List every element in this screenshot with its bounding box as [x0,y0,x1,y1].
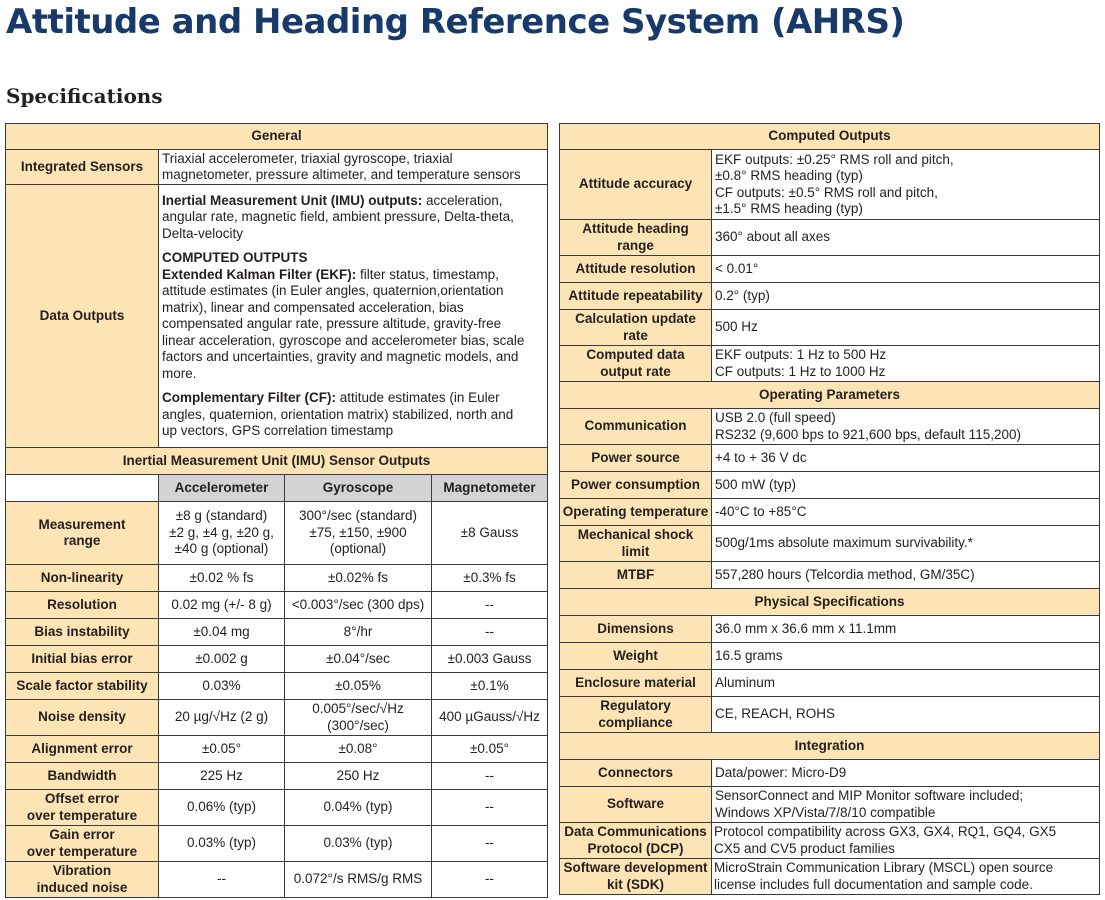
table-row [560,859,1100,895]
magnetometer-value: -- [432,790,548,826]
table-row [560,472,1100,499]
row-value: 500 Hz [712,310,1100,346]
row-label: Gain error over temperature [6,826,159,862]
table-row [6,700,548,736]
gyroscope-value: 300°/sec (standard) ±75, ±150, ±900 (optional) [285,502,432,565]
row-value: 500 mW (typ) [712,472,1100,499]
data-outputs-label: Data Outputs [6,185,159,448]
row-value: 16.5 grams [712,643,1100,670]
table-row [6,565,548,592]
row-value: 0.2° (typ) [712,283,1100,310]
row-label: Software development kit (SDK) [560,859,712,895]
accelerometer-value: 225 Hz [159,763,285,790]
row-label: Resolution [6,592,159,619]
general-header: General [6,124,548,150]
gyroscope-value: ±0.05% [285,673,432,700]
row-label: Bandwidth [6,763,159,790]
computed-outputs-header: Computed Outputs [560,124,1100,150]
imu-outputs-text: acceleration, angular rate, magnetic field, ambient pressure, Delta-theta, Delta-velocity [162,192,514,241]
row-value: 557,280 hours (Telcordia method, GM/35C) [712,562,1100,589]
row-label: Enclosure material [560,670,712,697]
magnetometer-value: ±8 Gauss [432,502,548,565]
accelerometer-value: 0.06% (typ) [159,790,285,826]
cf-text: attitude estimates (in Euler angles, quaternion, orientation matrix) stabilized, north and up vectors, GPS correlation timestamp [162,390,514,438]
integrated-sensors-value: Triaxial accelerometer, triaxial gyroscope, triaxial magnetometer, pressure altimeter, and temperature sensors [159,150,548,185]
computed-outputs-heading: COMPUTED OUTPUTS [162,250,308,265]
gyroscope-value: <0.003°/sec (300 dps) [285,592,432,619]
table-row [6,862,548,898]
ekf-text: filter status, timestamp, attitude estimates (in Euler angles, quaternion,orientation matrix), linear and compensated acceleration, bias compensated angular rate, pressure altitude, gravity-free linear acceleration, gyroscope and accelerometer bias, scale factors and uncertainties, gravity and magnetic models, and more. [162,266,525,381]
integration-header: Integration [560,733,1100,760]
table-row [560,643,1100,670]
accelerometer-value: ±0.05° [159,736,285,763]
row-label: Non-linearity [6,565,159,592]
cf-paragraph [162,390,544,440]
row-label: Calculation update rate [560,310,712,346]
table-row [560,760,1100,787]
gyroscope-value: ±0.02% fs [285,565,432,592]
row-label: Power consumption [560,472,712,499]
accelerometer-value: ±0.04 mg [159,619,285,646]
table-row [6,502,548,565]
table-row [6,673,548,700]
row-label: Attitude resolution [560,256,712,283]
magnetometer-value: -- [432,619,548,646]
row-value: SensorConnect and MIP Monitor software included; Windows XP/Vista/7/8/10 compatible [712,787,1100,823]
row-label: Computed data output rate [560,346,712,382]
row-label: Operating temperature [560,499,712,526]
magnetometer-value: ±0.3% fs [432,565,548,592]
table-row [560,256,1100,283]
section-subtitle: Specifications [6,84,163,108]
imu-corner-cell [6,475,159,502]
table-row [560,823,1100,859]
row-label: Offset error over temperature [6,790,159,826]
row-label: Scale factor stability [6,673,159,700]
table-row [560,310,1100,346]
gyroscope-value: 250 Hz [285,763,432,790]
row-value: EKF outputs: ±0.25° RMS roll and pitch, ±0.8° RMS heading (typ) CF outputs: ±0.5° RMS roll and pitch, ±1.5° RMS heading (typ) [712,150,1100,220]
row-label: Software [560,787,712,823]
table-row [560,499,1100,526]
gyroscope-value: 0.072°/s RMS/g RMS [285,862,432,898]
row-label: Measurement range [6,502,159,565]
row-label: Bias instability [6,619,159,646]
table-row [560,526,1100,562]
table-row [6,790,548,826]
row-label: Data Communications Protocol (DCP) [560,823,712,859]
row-label: Initial bias error [6,646,159,673]
magnetometer-value: -- [432,862,548,898]
imu-outputs-heading: Inertial Measurement Unit (IMU) outputs: [162,192,423,208]
operating-parameters-header: Operating Parameters [560,382,1100,409]
magnetometer-value: 400 µGauss/√Hz [432,700,548,736]
row-label: Attitude repeatability [560,283,712,310]
row-label: Weight [560,643,712,670]
cf-heading: Complementary Filter (CF): [162,390,337,405]
table-row [6,592,548,619]
table-row [560,697,1100,733]
row-value: EKF outputs: 1 Hz to 500 Hz CF outputs: 1 Hz to 1000 Hz [712,346,1100,382]
gyroscope-value: 8°/hr [285,619,432,646]
table-row [560,616,1100,643]
data-outputs-value [159,185,548,448]
right-spec-table [559,123,1100,895]
imu-outputs-paragraph [162,193,544,243]
magnetometer-column-header: Magnetometer [432,475,548,502]
row-label: Dimensions [560,616,712,643]
table-row [6,646,548,673]
ekf-heading: Extended Kalman Filter (EKF): [162,266,357,282]
row-label: Alignment error [6,736,159,763]
accelerometer-value: 0.02 mg (+/- 8 g) [159,592,285,619]
ekf-paragraph [162,267,544,383]
accelerometer-value: ±8 g (standard) ±2 g, ±4 g, ±20 g, ±40 g (optional) [159,502,285,565]
row-value: Protocol compatibility across GX3, GX4, RQ1, GQ4, GX5 CX5 and CV5 product families [712,823,1100,859]
magnetometer-value: -- [432,763,548,790]
row-value: +4 to + 36 V dc [712,445,1100,472]
row-value: < 0.01° [712,256,1100,283]
table-row [560,787,1100,823]
table-row [560,220,1100,256]
gyroscope-value: 0.03% (typ) [285,826,432,862]
accelerometer-value: -- [159,862,285,898]
row-label: Noise density [6,700,159,736]
row-label: Communication [560,409,712,445]
row-label: MTBF [560,562,712,589]
row-value: MicroStrain Communication Library (MSCL) open source license includes full documentation and sample code. [712,859,1100,895]
gyroscope-column-header: Gyroscope [285,475,432,502]
table-row [6,619,548,646]
row-value: USB 2.0 (full speed) RS232 (9,600 bps to 921,600 bps, default 115,200) [712,409,1100,445]
gyroscope-value: 0.04% (typ) [285,790,432,826]
row-value: -40°C to +85°C [712,499,1100,526]
row-label: Mechanical shock limit [560,526,712,562]
row-label: Connectors [560,760,712,787]
accelerometer-value: 0.03% (typ) [159,826,285,862]
accelerometer-value: ±0.002 g [159,646,285,673]
row-value: 36.0 mm x 36.6 mm x 11.1mm [712,616,1100,643]
row-label: Attitude heading range [560,220,712,256]
table-row [560,670,1100,697]
row-value: CE, REACH, ROHS [712,697,1100,733]
gyroscope-value: ±0.04°/sec [285,646,432,673]
table-row [560,445,1100,472]
table-row [6,763,548,790]
accelerometer-value: 20 µg/√Hz (2 g) [159,700,285,736]
accelerometer-value: ±0.02 % fs [159,565,285,592]
row-label: Vibration induced noise [6,862,159,898]
row-label: Regulatory compliance [560,697,712,733]
row-value: 360° about all axes [712,220,1100,256]
gyroscope-value: ±0.08° [285,736,432,763]
accelerometer-value: 0.03% [159,673,285,700]
magnetometer-value: ±0.003 Gauss [432,646,548,673]
table-row [6,736,548,763]
gyroscope-value: 0.005°/sec/√Hz (300°/sec) [285,700,432,736]
magnetometer-value: ±0.05° [432,736,548,763]
imu-header: Inertial Measurement Unit (IMU) Sensor Outputs [6,448,548,475]
magnetometer-value: ±0.1% [432,673,548,700]
row-value: Aluminum [712,670,1100,697]
table-row [560,562,1100,589]
accelerometer-column-header: Accelerometer [159,475,285,502]
table-row [6,826,548,862]
table-row [560,409,1100,445]
page-title: Attitude and Heading Reference System (AHRS) [6,2,905,42]
row-value: Data/power: Micro-D9 [712,760,1100,787]
physical-specifications-header: Physical Specifications [560,589,1100,616]
row-value: 500g/1ms absolute maximum survivability.* [712,526,1100,562]
left-spec-table [5,123,548,898]
row-label: Attitude accuracy [560,150,712,220]
row-label: Power source [560,445,712,472]
table-row [560,346,1100,382]
table-row [560,150,1100,220]
integrated-sensors-label: Integrated Sensors [6,150,159,185]
table-row [560,283,1100,310]
magnetometer-value: -- [432,826,548,862]
magnetometer-value: -- [432,592,548,619]
